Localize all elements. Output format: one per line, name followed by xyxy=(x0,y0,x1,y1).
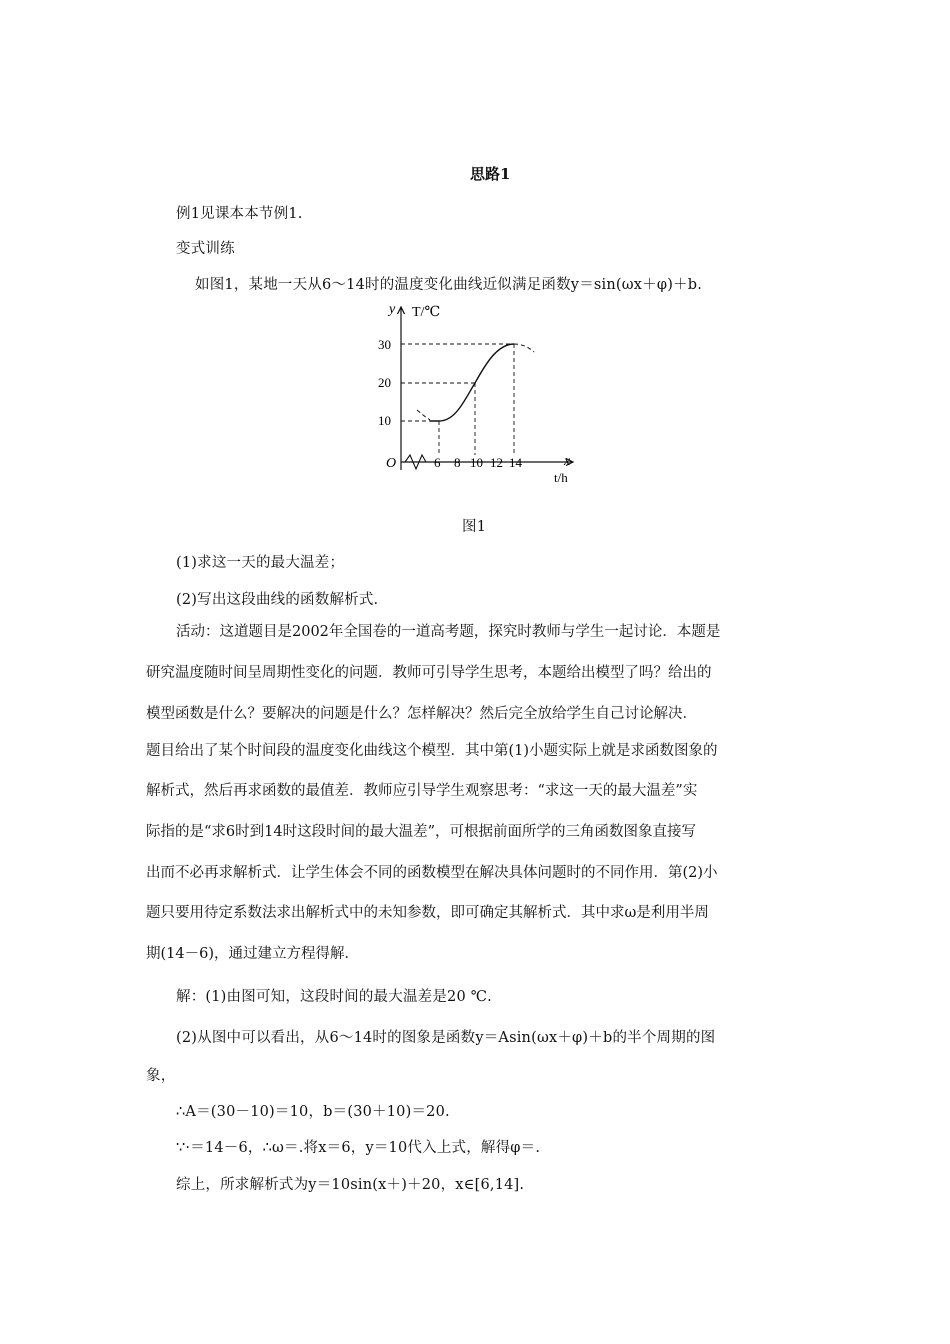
x-tick-10: 10 xyxy=(470,455,483,470)
y-tick-30: 30 xyxy=(378,337,391,352)
question-2: (2)写出这段曲线的函数解析式. xyxy=(176,592,379,608)
y-tick-20: 20 xyxy=(378,375,391,390)
curve-extension-right xyxy=(514,344,534,352)
activity-line-4: 题目给出了某个时间段的温度变化曲线这个模型．其中第(1)小题实际上就是求函数图象的 xyxy=(146,743,718,759)
origin-label: O xyxy=(386,456,397,471)
solution-part-2b: 象， xyxy=(146,1068,176,1084)
curve-extension-left xyxy=(417,410,430,420)
solution-step-a-b: ∴A＝(30－10)＝10，b＝(30＋10)＝20. xyxy=(176,1104,450,1120)
x-tick-6: 6 xyxy=(434,455,441,470)
activity-line-8: 题只要用待定系数法求出解析式中的未知参数，即可确定其解析式．其中求ω是利用半周 xyxy=(146,905,709,921)
y-axis-name: y xyxy=(389,302,396,317)
x-tick-14: 14 xyxy=(509,455,522,470)
x-axis-label: t/h xyxy=(554,470,568,485)
figure-caption: 图1 xyxy=(462,519,487,535)
x-tick-8: 8 xyxy=(454,455,461,470)
solution-conclusion: 综上，所求解析式为y＝10sin(x＋)＋20，x∈[6,14]. xyxy=(176,1177,525,1193)
problem-statement: 如图1，某地一天从6～14时的温度变化曲线近似满足函数y＝sin(ωx＋φ)＋b. xyxy=(195,277,703,293)
solution-part-1: 解：(1)由图可知，这段时间的最大温差是20 ℃. xyxy=(176,989,492,1005)
solution-step-omega: ∵·＝14－6，∴ω＝.将x＝6，y＝10代入上式，解得φ＝. xyxy=(176,1140,541,1156)
exercise-title: 变式训练 xyxy=(176,241,235,257)
question-1: (1)求这一天的最大温差； xyxy=(176,555,345,571)
example-reference: 例1见课本本节例1. xyxy=(176,206,303,222)
activity-line-2: 研究温度随时间呈周期性变化的问题．教师可引导学生思考，本题给出模型了吗？给出的 xyxy=(146,665,712,681)
temperature-curve xyxy=(430,344,514,421)
activity-line-5: 解析式，然后再求函数的最值差．教师应引导学生观察思考：“求这一天的最大温差”实 xyxy=(146,783,698,799)
activity-line-3: 模型函数是什么？要解决的问题是什么？怎样解决？然后完全放给学生自己讨论解决． xyxy=(146,706,697,722)
x-axis-name: x xyxy=(564,454,571,469)
section-heading: 思路1 xyxy=(470,165,511,183)
activity-line-1: 活动：这道题目是2002年全国卷的一道高考题，探究时教师与学生一起讨论．本题是 xyxy=(176,624,721,640)
y-axis-label: T/℃ xyxy=(412,305,441,320)
solution-part-2a: (2)从图中可以看出，从6～14时的图象是函数y＝Asin(ωx＋φ)＋b的半个周期的图 xyxy=(176,1030,716,1046)
y-tick-10: 10 xyxy=(378,413,391,428)
temperature-chart xyxy=(368,295,588,495)
activity-line-6: 际指的是“求6时到14时这段时间的最大温差”，可根据前面所学的三角函数图象直接写 xyxy=(146,824,696,840)
activity-line-9: 期(14－6)，通过建立方程得解． xyxy=(146,946,359,962)
guide-lines xyxy=(401,344,514,455)
activity-line-7: 出而不必再求解析式．让学生体会不同的函数模型在解决具体问题时的不同作用．第(2)小 xyxy=(146,865,718,881)
x-tick-12: 12 xyxy=(490,455,503,470)
